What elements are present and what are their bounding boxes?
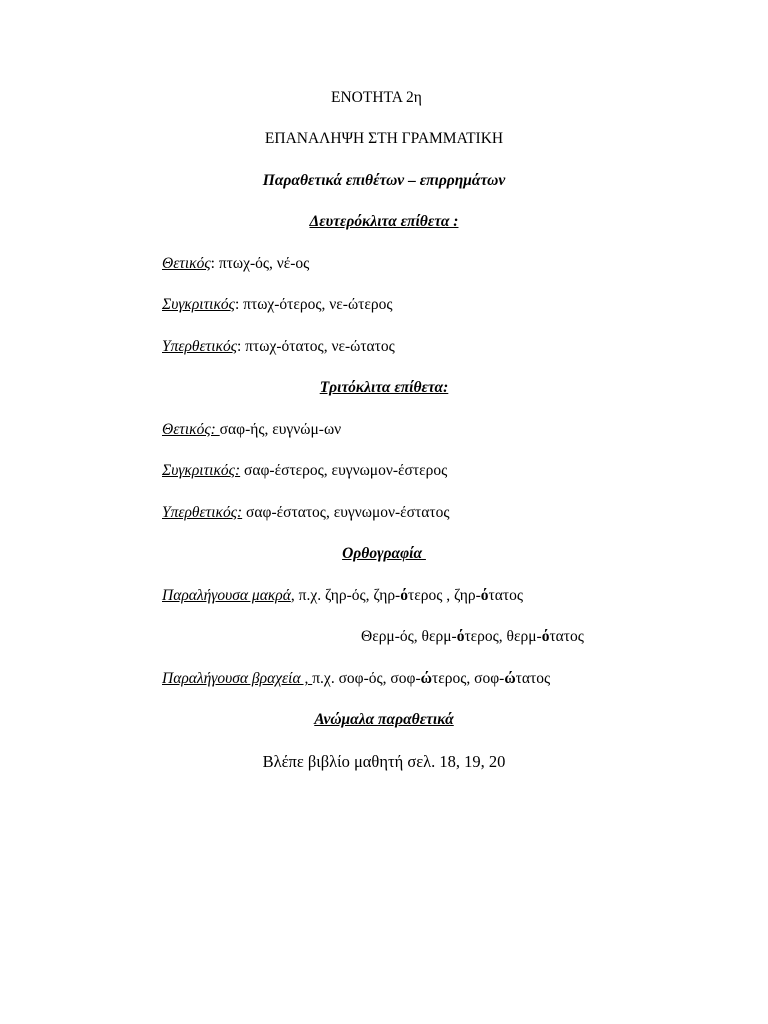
section2-row-comparative [162, 461, 447, 481]
row-label: Συγκριτικός [162, 296, 235, 313]
section1-title: Δευτερόκλιτα επίθετα : [309, 213, 459, 230]
bold-vowel: ώ [504, 670, 516, 687]
section3-title: Ορθογραφία [342, 545, 426, 562]
section2-title: Τριτόκλιτα επίθετα: [319, 379, 449, 396]
row-label: Θετικός: [162, 421, 220, 438]
bold-vowel: ό [480, 587, 489, 604]
row-label: Υπερθετικός: [162, 504, 243, 521]
bold-vowel: ό [541, 628, 550, 645]
orthography-short-row [162, 669, 550, 689]
row-text: σαφ-ής, ευγνώμ-ων [219, 421, 342, 438]
row-text: π.χ. σοφ-ός, σοφ- [312, 670, 421, 687]
row-label: Παραλήγουσα μακρά [162, 587, 291, 604]
row-label: Παραλήγουσα βραχεία , [162, 670, 313, 687]
section4-text: Βλέπε βιβλίο μαθητή σελ. 18, 19, 20 [262, 752, 506, 771]
section2-row-positive [162, 420, 341, 440]
row-text: τερος, σοφ- [431, 670, 505, 687]
row-text: : πτωχ-ότατος, νε-ώτατος [237, 338, 395, 355]
orthography-long-row [162, 586, 523, 606]
row-text: τατος [549, 628, 584, 645]
row-label: Θετικός [162, 255, 211, 272]
section2-row-superlative [162, 503, 450, 523]
row-label: Υπερθετικός [162, 338, 237, 355]
page-title: ΕΝΟΤΗΤΑ 2η [331, 89, 422, 106]
row-text: σαφ-έστερος, ευγνωμον-έστερος [240, 462, 448, 479]
row-text: τερος , ζηρ- [407, 587, 481, 604]
section1-row-superlative [162, 337, 395, 357]
row-text: , π.χ. ζηρ-ός, ζηρ- [290, 587, 401, 604]
row-text: Θερμ-ός, θερμ- [361, 628, 457, 645]
row-text: : πτωχ-ός, νέ-ος [210, 255, 310, 272]
section-heading: Παραθετικά επιθέτων – επιρρημάτων [262, 172, 506, 189]
row-label: Συγκριτικός: [162, 462, 241, 479]
bold-vowel: ό [456, 628, 465, 645]
bold-vowel: ό [400, 587, 408, 604]
section4-title: Ανώμαλα παραθετικά [314, 711, 454, 728]
section1-row-comparative [162, 295, 393, 315]
row-text: : πτωχ-ότερος, νε-ώτερος [234, 296, 393, 313]
row-text: τατος [488, 587, 524, 604]
page-subtitle: ΕΠΑΝΑΛΗΨΗ ΣΤΗ ΓΡΑΜΜΑΤΙΚΗ [264, 130, 504, 147]
bold-vowel: ώ [420, 670, 432, 687]
section1-row-positive [162, 254, 309, 274]
row-text: τατος [515, 670, 551, 687]
row-text: σαφ-έστατος, ευγνωμον-έστατος [242, 504, 450, 521]
row-text: τερος, θερμ- [464, 628, 542, 645]
orthography-long-example [361, 627, 584, 647]
